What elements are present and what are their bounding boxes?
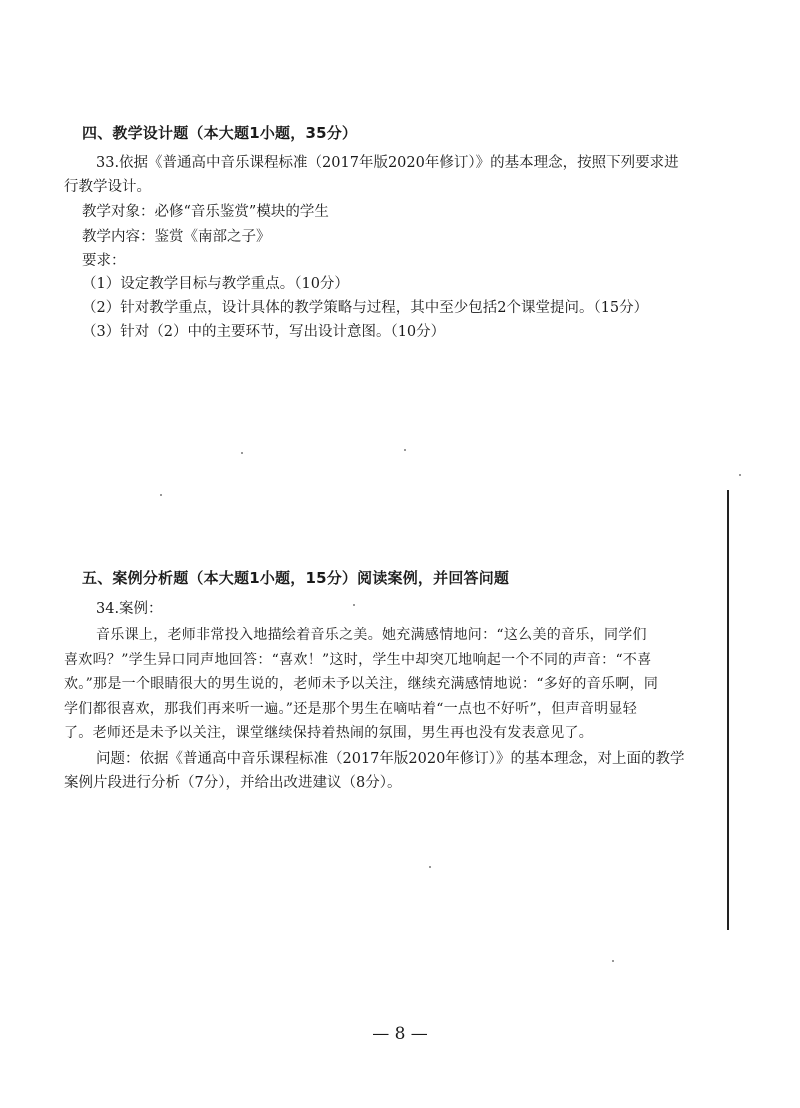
teaching-content: 教学内容：鉴赏《南部之子》: [82, 229, 271, 245]
case-line: 音乐课上，老师非常投入地描绘着音乐之美。她充满感情地问：“这么美的音乐，同学们: [96, 627, 647, 643]
scan-speck: [404, 449, 406, 451]
question-34-label: 34.案例：: [96, 601, 163, 617]
scan-speck: [739, 474, 741, 476]
scan-speck: [612, 960, 614, 962]
requirement-2: （2）针对教学重点，设计具体的教学策略与过程，其中至少包括2个课堂提问。（15分）: [82, 300, 649, 316]
scan-speck: [353, 604, 355, 606]
case-line: 学们都很喜欢，那我们再来听一遍。”还是那个男生在嘀咕着“一点也不好听”，但声音明显轻: [64, 701, 638, 717]
scan-edge-line: [727, 490, 729, 930]
section-4-heading: 四、教学设计题（本大题1小题，35分）: [82, 124, 358, 142]
section-5-heading: 五、案例分析题（本大题1小题，15分）阅读案例，并回答问题: [82, 569, 510, 587]
requirement-1: （1）设定教学目标与教学重点。（10分）: [82, 276, 349, 292]
scan-speck: [160, 494, 162, 496]
requirements-label: 要求：: [82, 253, 126, 269]
scan-speck: [241, 452, 243, 454]
requirement-3: （3）针对（2）中的主要环节，写出设计意图。（10分）: [82, 324, 446, 340]
teaching-target: 教学对象：必修“音乐鉴赏”模块的学生: [82, 204, 329, 220]
question-34-prompt: 问题：依据《普通高中音乐课程标准（2017年版2020年修订）》的基本理念，对上面的教学: [96, 751, 685, 767]
case-line: 喜欢吗？”学生异口同声地回答：“喜欢！”这时，学生中却突兀地响起一个不同的声音：“不喜: [64, 652, 652, 668]
case-line: 欢。”那是一个眼睛很大的男生说的，老师未予以关注，继续充满感情地说：“多好的音乐啊，同: [64, 676, 659, 692]
question-34-prompt-cont: 案例片段进行分析（7分），并给出改进建议（8分）。: [64, 775, 402, 791]
question-33-text: 33.依据《普通高中音乐课程标准（2017年版2020年修订）》的基本理念，按照下列要求进: [96, 155, 679, 171]
page-number: — 8 —: [372, 1024, 428, 1044]
scan-speck: [429, 866, 431, 868]
case-line: 了。老师还是未予以关注，课堂继续保持着热闹的氛围，男生再也没有发表意见了。: [64, 725, 594, 741]
question-33-text-cont: 行教学设计。: [64, 179, 151, 195]
